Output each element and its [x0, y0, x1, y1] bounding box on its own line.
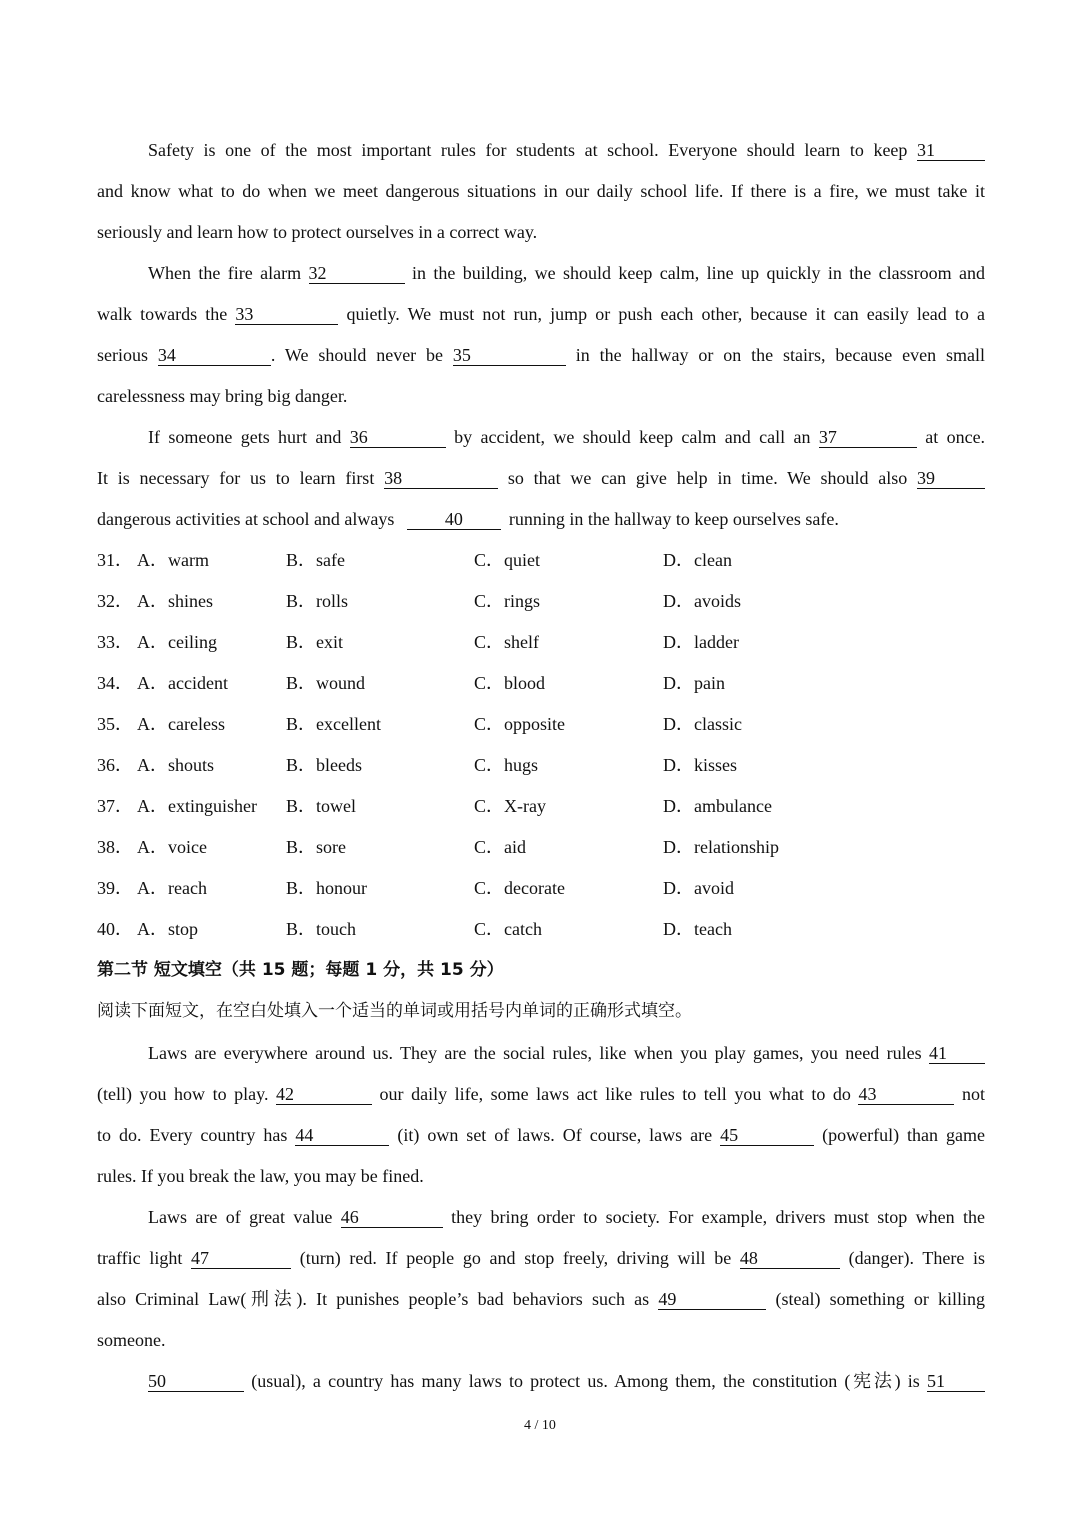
- option-d: D．avoid: [663, 878, 734, 898]
- option-a: A．voice: [137, 837, 207, 857]
- option-a: A．reach: [137, 878, 207, 898]
- option-b: B．safe: [286, 550, 345, 570]
- option-a: A．extinguisher: [137, 796, 257, 816]
- option-a: A．stop: [137, 919, 199, 939]
- blank-33: 33: [235, 305, 338, 325]
- blank-31: 31: [917, 141, 985, 161]
- blank-41: 41: [929, 1044, 985, 1064]
- option-d: D．ladder: [663, 632, 739, 652]
- option-b: B．honour: [286, 878, 367, 898]
- passage2-line-4: rules. If you break the law, you may be fined.: [97, 1166, 424, 1186]
- question-number: 35．: [97, 714, 133, 734]
- option-d: D．clean: [663, 550, 732, 570]
- blank-50: 50: [148, 1372, 244, 1392]
- blank-47: 47: [191, 1249, 291, 1269]
- blank-32: 32: [309, 264, 405, 284]
- blank-48: 48: [740, 1249, 840, 1269]
- question-number: 34．: [97, 673, 133, 693]
- blank-45: 45: [720, 1126, 814, 1146]
- option-d: D．relationship: [663, 837, 779, 857]
- passage2-line-1: Laws are everywhere around us. They are the social rules, like when you play games, you need rules 41: [148, 1042, 985, 1064]
- option-c: C．hugs: [474, 755, 539, 775]
- option-c: C．catch: [474, 919, 542, 939]
- blank-40: 40: [407, 510, 501, 530]
- passage1-line-7: carelessness may bring big danger.: [97, 386, 348, 406]
- passage1-line-6: serious 34 . We should never be 35 in the hallway or on the stairs, because even small: [97, 345, 986, 365]
- option-d: D．ambulance: [663, 796, 772, 816]
- blank-36: 36: [350, 428, 446, 448]
- option-d: D．teach: [663, 919, 732, 939]
- option-c: C．X-ray: [474, 796, 546, 816]
- option-b: B．bleeds: [286, 755, 362, 775]
- section-instruction: 阅读下面短文，在空白处填入一个适当的单词或用括号内单词的正确形式填空。: [97, 1001, 692, 1021]
- question-number: 40．: [97, 919, 133, 939]
- passage1-line-2: and know what to do when we meet dangerous situations in our daily school life. If there is a fire, we must take it: [97, 181, 985, 201]
- option-c: C．rings: [474, 591, 541, 611]
- passage1-line-4: When the fire alarm 32 in the building, we should keep calm, line up quickly in the classroom and: [148, 263, 986, 283]
- passage2-line-3: to do. Every country has 44 (it) own set of laws. Of course, laws are 45 (powerful) than game: [97, 1125, 985, 1145]
- blank-42: 42: [276, 1085, 372, 1105]
- option-d: D．classic: [663, 714, 742, 734]
- option-b: B．rolls: [286, 591, 349, 611]
- option-a: A．accident: [137, 673, 228, 693]
- option-b: B．towel: [286, 796, 356, 816]
- blank-43: 43: [858, 1085, 954, 1105]
- question-number: 32．: [97, 591, 133, 611]
- blank-39: 39: [917, 469, 985, 489]
- option-b: B．excellent: [286, 714, 381, 734]
- question-number: 37．: [97, 796, 133, 816]
- option-d: D．pain: [663, 673, 725, 693]
- passage1-line-10: dangerous activities at school and always 40 running in the hallway to keep ourselves safe.: [97, 509, 839, 529]
- section-heading: 第二节 短文填空（共 15 题；每题 1 分，共 15 分）: [97, 960, 504, 980]
- blank-49: 49: [658, 1290, 766, 1310]
- option-a: A．shouts: [137, 755, 215, 775]
- passage2-line-9: 50 (usual), a country has many laws to protect us. Among them, the constitution (宪法) is 51: [148, 1370, 985, 1393]
- blank-46: 46: [341, 1208, 443, 1228]
- option-b: B．sore: [286, 837, 346, 857]
- option-a: A．careless: [137, 714, 225, 734]
- question-number: 39．: [97, 878, 133, 898]
- passage2-line-6: traffic light 47 (turn) red. If people go and stop freely, driving will be 48 (danger). There is: [97, 1248, 986, 1268]
- option-a: A．shines: [137, 591, 213, 611]
- blank-44: 44: [295, 1126, 389, 1146]
- option-c: C．quiet: [474, 550, 540, 570]
- question-number: 31．: [97, 550, 133, 570]
- option-d: D．avoids: [663, 591, 741, 611]
- passage2-line-5: Laws are of great value 46 they bring order to society. For example, drivers must stop when the: [148, 1207, 985, 1227]
- option-c: C．shelf: [474, 632, 539, 652]
- option-b: B．exit: [286, 632, 343, 652]
- passage1-line-9: It is necessary for us to learn first 38 so that we can give help in time. We should also 39: [97, 467, 985, 489]
- question-number: 38．: [97, 837, 133, 857]
- page-number: 4 / 10: [524, 1418, 556, 1433]
- passage1-line-5: walk towards the 33 quietly. We must not run, jump or push each other, because it can easily lead to a: [97, 304, 986, 324]
- option-c: C．decorate: [474, 878, 565, 898]
- option-c: C．aid: [474, 837, 526, 857]
- option-b: B．touch: [286, 919, 356, 939]
- blank-37: 37: [819, 428, 917, 448]
- passage2-line-7: also Criminal Law(刑法). It punishes people’s bad behaviors such as 49 (steal) something or killing: [97, 1289, 986, 1310]
- question-number: 33．: [97, 632, 133, 652]
- option-c: C．opposite: [474, 714, 566, 734]
- option-a: A．warm: [137, 550, 209, 570]
- blank-34: 34: [158, 346, 271, 366]
- blank-35: 35: [453, 346, 566, 366]
- passage2-line-8: someone.: [97, 1330, 166, 1350]
- blank-51: 51: [927, 1372, 985, 1392]
- option-c: C．blood: [474, 673, 546, 693]
- option-b: B．wound: [286, 673, 366, 693]
- passage1-line-3: seriously and learn how to protect ourselves in a correct way.: [97, 222, 538, 242]
- option-a: A．ceiling: [137, 632, 217, 652]
- passage1-line-8: If someone gets hurt and 36 by accident, we should keep calm and call an 37 at once.: [148, 427, 986, 447]
- passage2-line-2: (tell) you how to play. 42 our daily life, some laws act like rules to tell you what to do 43 not: [97, 1084, 986, 1104]
- blank-38: 38: [384, 469, 498, 489]
- option-d: D．kisses: [663, 755, 738, 775]
- question-number: 36．: [97, 755, 133, 775]
- passage1-line-1: Safety is one of the most important rules for students at school. Everyone should learn to keep 31: [148, 139, 985, 161]
